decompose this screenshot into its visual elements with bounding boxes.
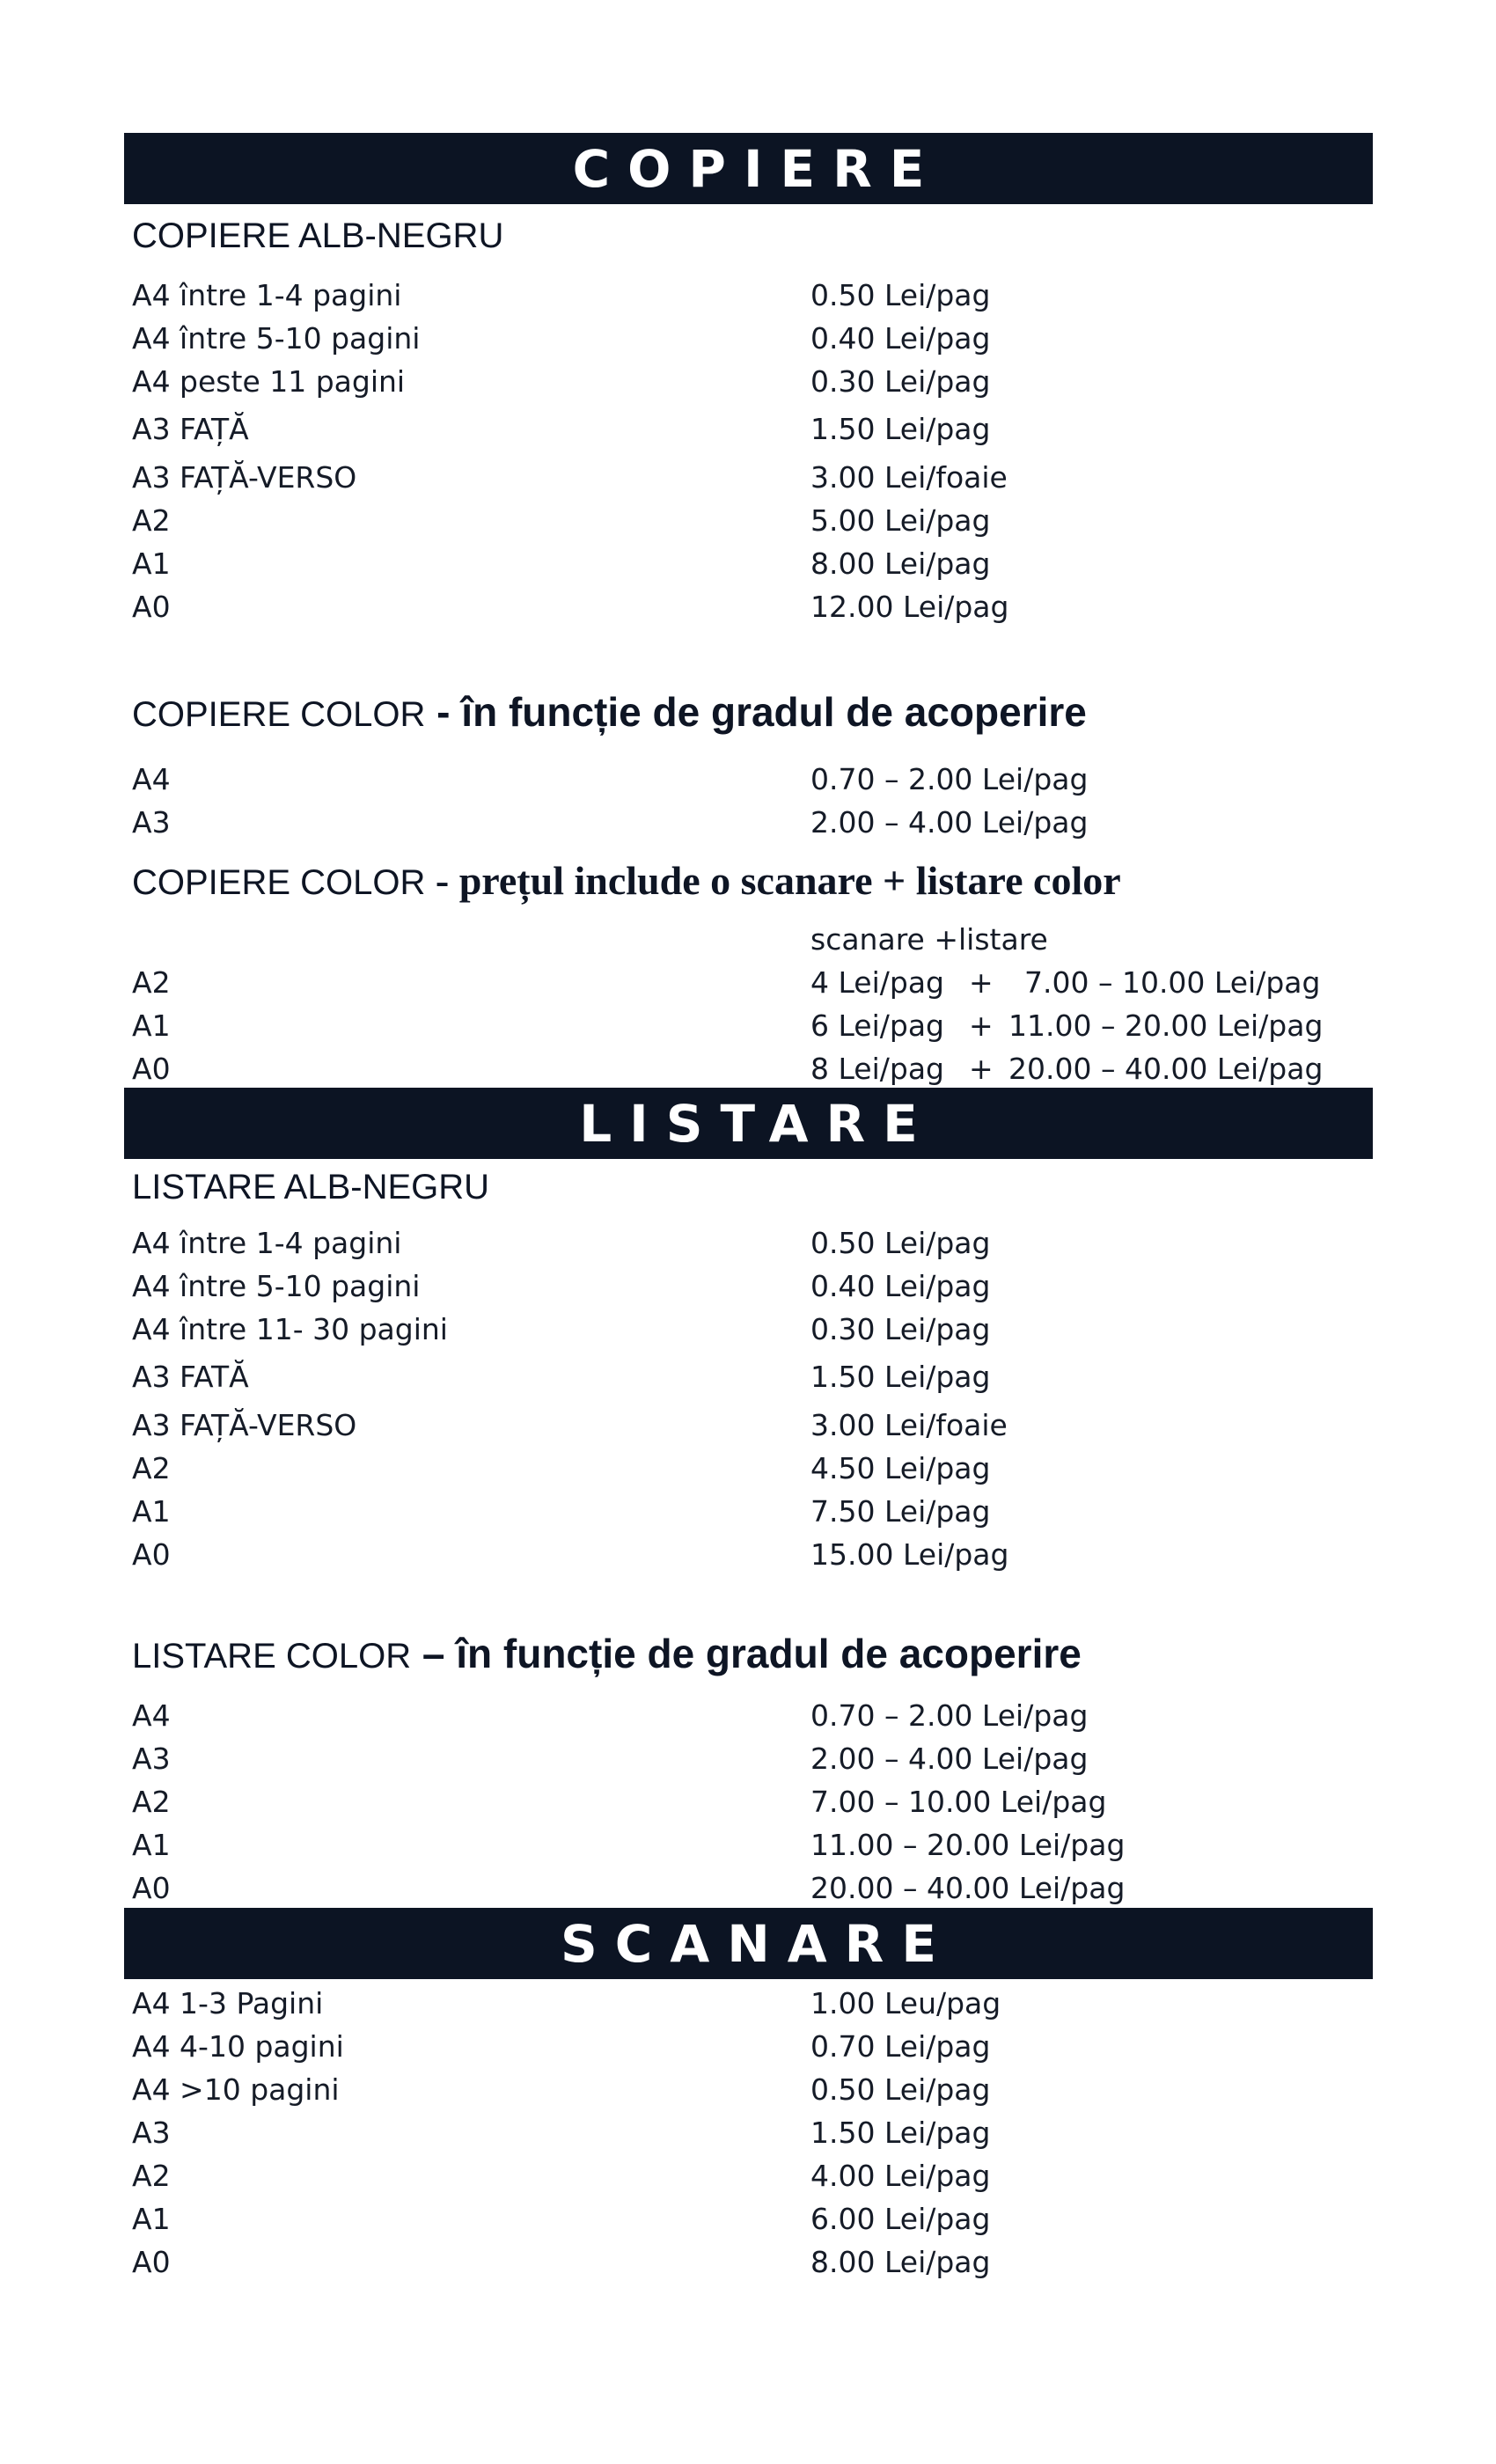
row-label: A4 peste 11 pagini xyxy=(132,364,406,399)
price-row xyxy=(132,2029,1382,2072)
price-row xyxy=(132,965,1382,1008)
price-row xyxy=(132,805,1382,848)
row-label: A4 xyxy=(132,1698,171,1733)
row-price: 6.00 Lei/pag xyxy=(810,2202,991,2236)
row-price: 0.70 Lei/pag xyxy=(810,2029,991,2064)
row-label: A1 xyxy=(132,546,171,581)
row-label: A2 xyxy=(132,1451,171,1485)
row-price: 8.00 Lei/pag xyxy=(810,2245,991,2279)
col-print-header: listare xyxy=(958,922,1048,957)
price-row xyxy=(132,1451,1382,1494)
section-title: SCANARE xyxy=(561,1913,954,1974)
row-price: 0.30 Lei/pag xyxy=(810,364,991,399)
row-price: 2.00 – 4.00 Lei/pag xyxy=(810,805,1089,840)
row-price: 0.70 – 2.00 Lei/pag xyxy=(810,1698,1089,1733)
price-row xyxy=(132,1360,1382,1403)
row-label: A1 xyxy=(132,1828,171,1862)
price-row xyxy=(132,1226,1382,1269)
price-row xyxy=(132,460,1382,503)
price-row xyxy=(132,278,1382,321)
price-row xyxy=(132,1828,1382,1871)
row-price: 4.00 Lei/pag xyxy=(810,2159,991,2193)
row-price: 0.50 Lei/pag xyxy=(810,278,991,312)
row-price: 0.30 Lei/pag xyxy=(810,1312,991,1346)
column-headers xyxy=(132,922,1382,965)
row-price: 7.50 Lei/pag xyxy=(810,1494,991,1529)
price-row xyxy=(132,546,1382,590)
row-scan-price: 8 Lei/pag xyxy=(810,1052,944,1086)
row-label: A1 xyxy=(132,1494,171,1529)
price-row xyxy=(132,590,1382,633)
row-price: 2.00 – 4.00 Lei/pag xyxy=(810,1742,1089,1776)
row-price: 20.00 – 40.00 Lei/pag xyxy=(810,1871,1126,1905)
price-row xyxy=(132,1698,1382,1742)
row-label: A2 xyxy=(132,1785,171,1819)
price-row xyxy=(132,1742,1382,1785)
row-label: A3 xyxy=(132,1742,171,1776)
row-print-price: 20.00 – 40.00 Lei/pag xyxy=(1008,1052,1324,1086)
row-label: A3 FAȚĂ xyxy=(132,412,249,446)
row-price: 0.50 Lei/pag xyxy=(810,1226,991,1260)
row-scan-price: 6 Lei/pag xyxy=(810,1008,944,1043)
row-label: A4 între 1-4 pagini xyxy=(132,1226,402,1260)
row-price: 0.50 Lei/pag xyxy=(810,2072,991,2107)
price-row xyxy=(132,2202,1382,2245)
price-row xyxy=(132,1269,1382,1312)
row-label: A0 xyxy=(132,1052,171,1086)
price-row xyxy=(132,2245,1382,2288)
row-price: 1.50 Lei/pag xyxy=(810,412,991,446)
row-label: A3 xyxy=(132,805,171,840)
row-label: A4 între 5-10 pagini xyxy=(132,321,421,356)
row-price: 11.00 – 20.00 Lei/pag xyxy=(810,1828,1126,1862)
price-row xyxy=(132,1312,1382,1355)
price-row xyxy=(132,503,1382,546)
heading-suffix: - prețul include o scanare + listare color xyxy=(425,858,1121,903)
row-price: 4.50 Lei/pag xyxy=(810,1451,991,1485)
row-label: A4 >10 pagini xyxy=(132,2072,340,2107)
price-row xyxy=(132,364,1382,407)
row-label: A1 xyxy=(132,2202,171,2236)
row-label: A2 xyxy=(132,965,171,1000)
row-price: 0.40 Lei/pag xyxy=(810,1269,991,1303)
row-label: A3 FAȚĂ-VERSO xyxy=(132,1408,357,1442)
price-row xyxy=(132,2116,1382,2159)
row-plus: + xyxy=(969,1008,994,1043)
section-band-scanare xyxy=(124,1908,1373,1979)
row-label: A4 4-10 pagini xyxy=(132,2029,344,2064)
price-row xyxy=(132,1537,1382,1580)
price-row xyxy=(132,1494,1382,1537)
section-title: COPIERE xyxy=(572,138,942,199)
row-label: A2 xyxy=(132,2159,171,2193)
row-label: A3 xyxy=(132,2116,171,2150)
price-row xyxy=(132,2072,1382,2116)
row-label: A0 xyxy=(132,1871,171,1905)
price-row xyxy=(132,1408,1382,1451)
heading-suffix: - în funcție de gradul de acoperire xyxy=(425,689,1087,735)
row-print-price: 7.00 – 10.00 Lei/pag xyxy=(1024,965,1321,1000)
row-price: 3.00 Lei/foaie xyxy=(810,1408,1008,1442)
col-scan-header: scanare + xyxy=(810,922,958,957)
price-row xyxy=(132,1008,1382,1052)
row-plus: + xyxy=(969,965,994,1000)
heading-suffix: – în funcție de gradul de acoperire xyxy=(411,1631,1082,1676)
heading-main: COPIERE COLOR xyxy=(132,863,426,902)
heading-listare-color xyxy=(132,1630,1082,1677)
row-label: A0 xyxy=(132,2245,171,2279)
section-title: LISTARE xyxy=(579,1093,935,1154)
heading-main: LISTARE COLOR xyxy=(132,1637,412,1676)
row-price: 5.00 Lei/pag xyxy=(810,503,991,538)
heading-listare-alb-negru: LISTARE ALB-NEGRU xyxy=(132,1168,490,1206)
row-price: 0.70 – 2.00 Lei/pag xyxy=(810,762,1089,796)
price-row xyxy=(132,1986,1382,2029)
row-label: A4 între 1-4 pagini xyxy=(132,278,402,312)
row-price: 1.00 Leu/pag xyxy=(810,1986,1001,2020)
row-label: A0 xyxy=(132,590,171,624)
row-price: 8.00 Lei/pag xyxy=(810,546,991,581)
row-label: A3 FATĂ xyxy=(132,1360,249,1394)
row-price: 1.50 Lei/pag xyxy=(810,1360,991,1394)
row-price: 7.00 – 10.00 Lei/pag xyxy=(810,1785,1107,1819)
row-print-price: 11.00 – 20.00 Lei/pag xyxy=(1008,1008,1324,1043)
heading-main: COPIERE COLOR xyxy=(132,695,426,734)
heading-copiere-alb-negru: COPIERE ALB-NEGRU xyxy=(132,216,504,255)
row-price: 12.00 Lei/pag xyxy=(810,590,1009,624)
price-row xyxy=(132,2159,1382,2202)
section-band-copiere xyxy=(124,133,1373,204)
heading-copiere-color-coverage xyxy=(132,688,1087,736)
section-band-listare xyxy=(124,1088,1373,1159)
price-row xyxy=(132,412,1382,455)
row-price: 1.50 Lei/pag xyxy=(810,2116,991,2150)
row-price: 3.00 Lei/foaie xyxy=(810,460,1008,495)
price-row xyxy=(132,1785,1382,1828)
heading-copiere-color-scan xyxy=(132,857,1121,904)
row-plus: + xyxy=(969,1052,994,1086)
row-label: A4 între 5-10 pagini xyxy=(132,1269,421,1303)
row-label: A3 FAȚĂ-VERSO xyxy=(132,460,357,495)
row-label: A0 xyxy=(132,1537,171,1572)
row-label: A4 între 11- 30 pagini xyxy=(132,1312,448,1346)
row-label: A2 xyxy=(132,503,171,538)
row-price: 15.00 Lei/pag xyxy=(810,1537,1009,1572)
row-label: A4 xyxy=(132,762,171,796)
row-price: 0.40 Lei/pag xyxy=(810,321,991,356)
row-scan-price: 4 Lei/pag xyxy=(810,965,944,1000)
row-label: A1 xyxy=(132,1008,171,1043)
price-row xyxy=(132,762,1382,805)
row-label: A4 1-3 Pagini xyxy=(132,1986,324,2020)
price-row xyxy=(132,321,1382,364)
